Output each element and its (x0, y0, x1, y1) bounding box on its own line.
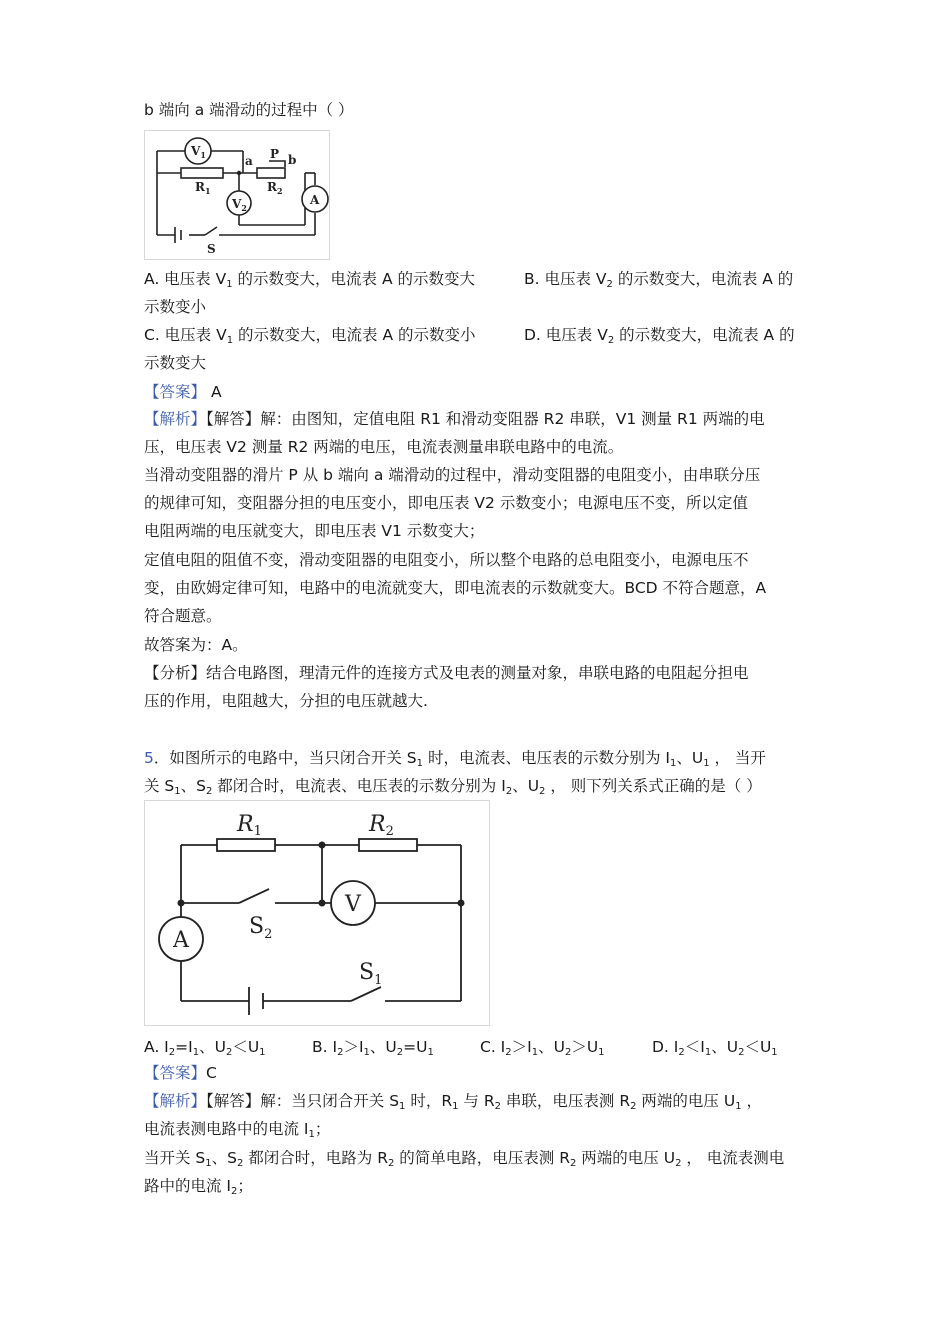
q5-option-d: D. $I_2<I_1$、$U_2<U_1$ (652, 1038, 778, 1058)
s1-label: $S_1$ (359, 960, 383, 988)
q4-option-d-cont: 示数变大 (144, 354, 207, 372)
q5-stem-line-1: 5．如图所示的电路中，当只闭合开关 $S_1$ 时，电流表、电压表的示数分别为 $I_1$、$U_1$ ， 当开 (144, 749, 766, 769)
q4-circuit-diagram (145, 131, 329, 259)
junction-dot (319, 842, 326, 849)
voltmeter-label: V (345, 892, 361, 917)
q4-analysis-line-8: 符合题意。 (144, 607, 222, 625)
q4-analysis-line-1: 【解析】【解答】解：由图知，定值电阻 R1 和滑动变阻器 R2 串联，V1 测量 R1 两端的电 (144, 410, 765, 428)
q4-analysis-line-11: 压的作用，电阻越大，分担的电压就越大. (144, 692, 428, 710)
slider-p-label: P (270, 147, 280, 161)
q4-analysis-line-3: 当滑动变阻器的滑片 P 从 b 端向 a 端滑动的过程中，滑动变阻器的电阻变小，由串联分压 (144, 466, 761, 484)
q4-answer: 【答案】 A (144, 383, 222, 401)
q5-analysis-line-1: 【解析】【解答】解：当只闭合开关 $S_1$ 时，$R_1$ 与 $R_2$ 串联，电压表测 $R_2$ 两端的电压 $U_1$ ， (144, 1092, 763, 1112)
junction-dot (319, 900, 326, 907)
v1-label: $V_1$ (191, 144, 206, 160)
q5-option-c: C. $I_2>I_1$、$U_2>U_1$ (480, 1038, 605, 1058)
q4-analysis-line-4: 的规律可知，变阻器分担的电压变小，即电压表 V2 示数变小；电源电压不变，所以定值 (144, 494, 748, 512)
switch-s-label: S (207, 242, 216, 256)
r2-label: $R_2$ (267, 180, 283, 196)
q4-analysis-line-10: 【分析】结合电路图，理清元件的连接方式及电表的测量对象，串联电路的电阻起分担电 (144, 664, 749, 682)
terminal-b-label: b (288, 153, 297, 167)
ammeter-label: A (310, 193, 320, 207)
q4-option-d: D. 电压表 $V_2$ 的示数变大，电流表 A 的 (524, 326, 795, 346)
q5-answer: 【答案】C (144, 1064, 217, 1082)
q4-circuit-figure (144, 130, 330, 260)
r2-label: R2 (369, 812, 394, 839)
v2-label: $V_2$ (232, 197, 247, 213)
q5-option-b: B. $I_2>I_1$、$U_2=U_1$ (312, 1038, 434, 1058)
q5-analysis-line-2: 电流表测电路中的电流 $I_1$； (144, 1120, 331, 1140)
q4-option-b-cont: 示数变小 (144, 298, 207, 316)
ammeter-label: A (173, 928, 189, 953)
q4-option-a: A. 电压表 $V_1$ 的示数变大，电流表 A 的示数变大 (144, 270, 475, 290)
q4-analysis-line-7: 变，由欧姆定律可知，电路中的电流就变大，即电流表的示数就变大。BCD 不符合题意，A (144, 579, 767, 597)
q5-analysis-line-4: 路中的电流 $I_2$； (144, 1177, 253, 1197)
q5-stem-line-2: 关 $S_1$、$S_2$ 都闭合时，电流表、电压表的示数分别为 $I_2$、$U_2$ ， 则下列关系式正确的是（ ） (144, 777, 762, 797)
terminal-a-label: a (245, 154, 253, 168)
q4-analysis-line-9: 故答案为：A。 (144, 636, 248, 654)
junction-dot (458, 900, 465, 907)
junction-dot (178, 900, 185, 907)
q5-circuit-figure (144, 800, 490, 1026)
junction-dot (237, 171, 241, 175)
r1-label: R1 (237, 812, 262, 839)
q4-stem-tail: b 端向 a 端滑动的过程中（ ） (144, 101, 354, 119)
q4-option-b: B. 电压表 $V_2$ 的示数变大，电流表 A 的 (524, 270, 794, 290)
q5-circuit-diagram (145, 801, 489, 1025)
q5-option-a: A. $I_2=I_1$、$U_2<U_1$ (144, 1038, 266, 1058)
q4-option-c: C. 电压表 $V_1$ 的示数变大，电流表 A 的示数变小 (144, 326, 476, 346)
q4-analysis-line-5: 电阻两端的电压就变大，即电压表 V1 示数变大； (144, 522, 485, 540)
q4-analysis-line-6: 定值电阻的阻值不变，滑动变阻器的电阻变小，所以整个电路的总电阻变小，电源电压不 (144, 551, 749, 569)
q5-analysis-line-3: 当开关 $S_1$、$S_2$ 都闭合时，电路为 $R_2$ 的简单电路，电压表测 $R_2$ 两端的电压 $U_2$ ， 电流表测电 (144, 1149, 785, 1169)
r1-label: $R_1$ (195, 180, 211, 196)
q4-analysis-line-2: 压，电压表 V2 测量 R2 两端的电压，电流表测量串联电路中的电流。 (144, 438, 624, 456)
s2-label: $S_2$ (249, 914, 273, 942)
